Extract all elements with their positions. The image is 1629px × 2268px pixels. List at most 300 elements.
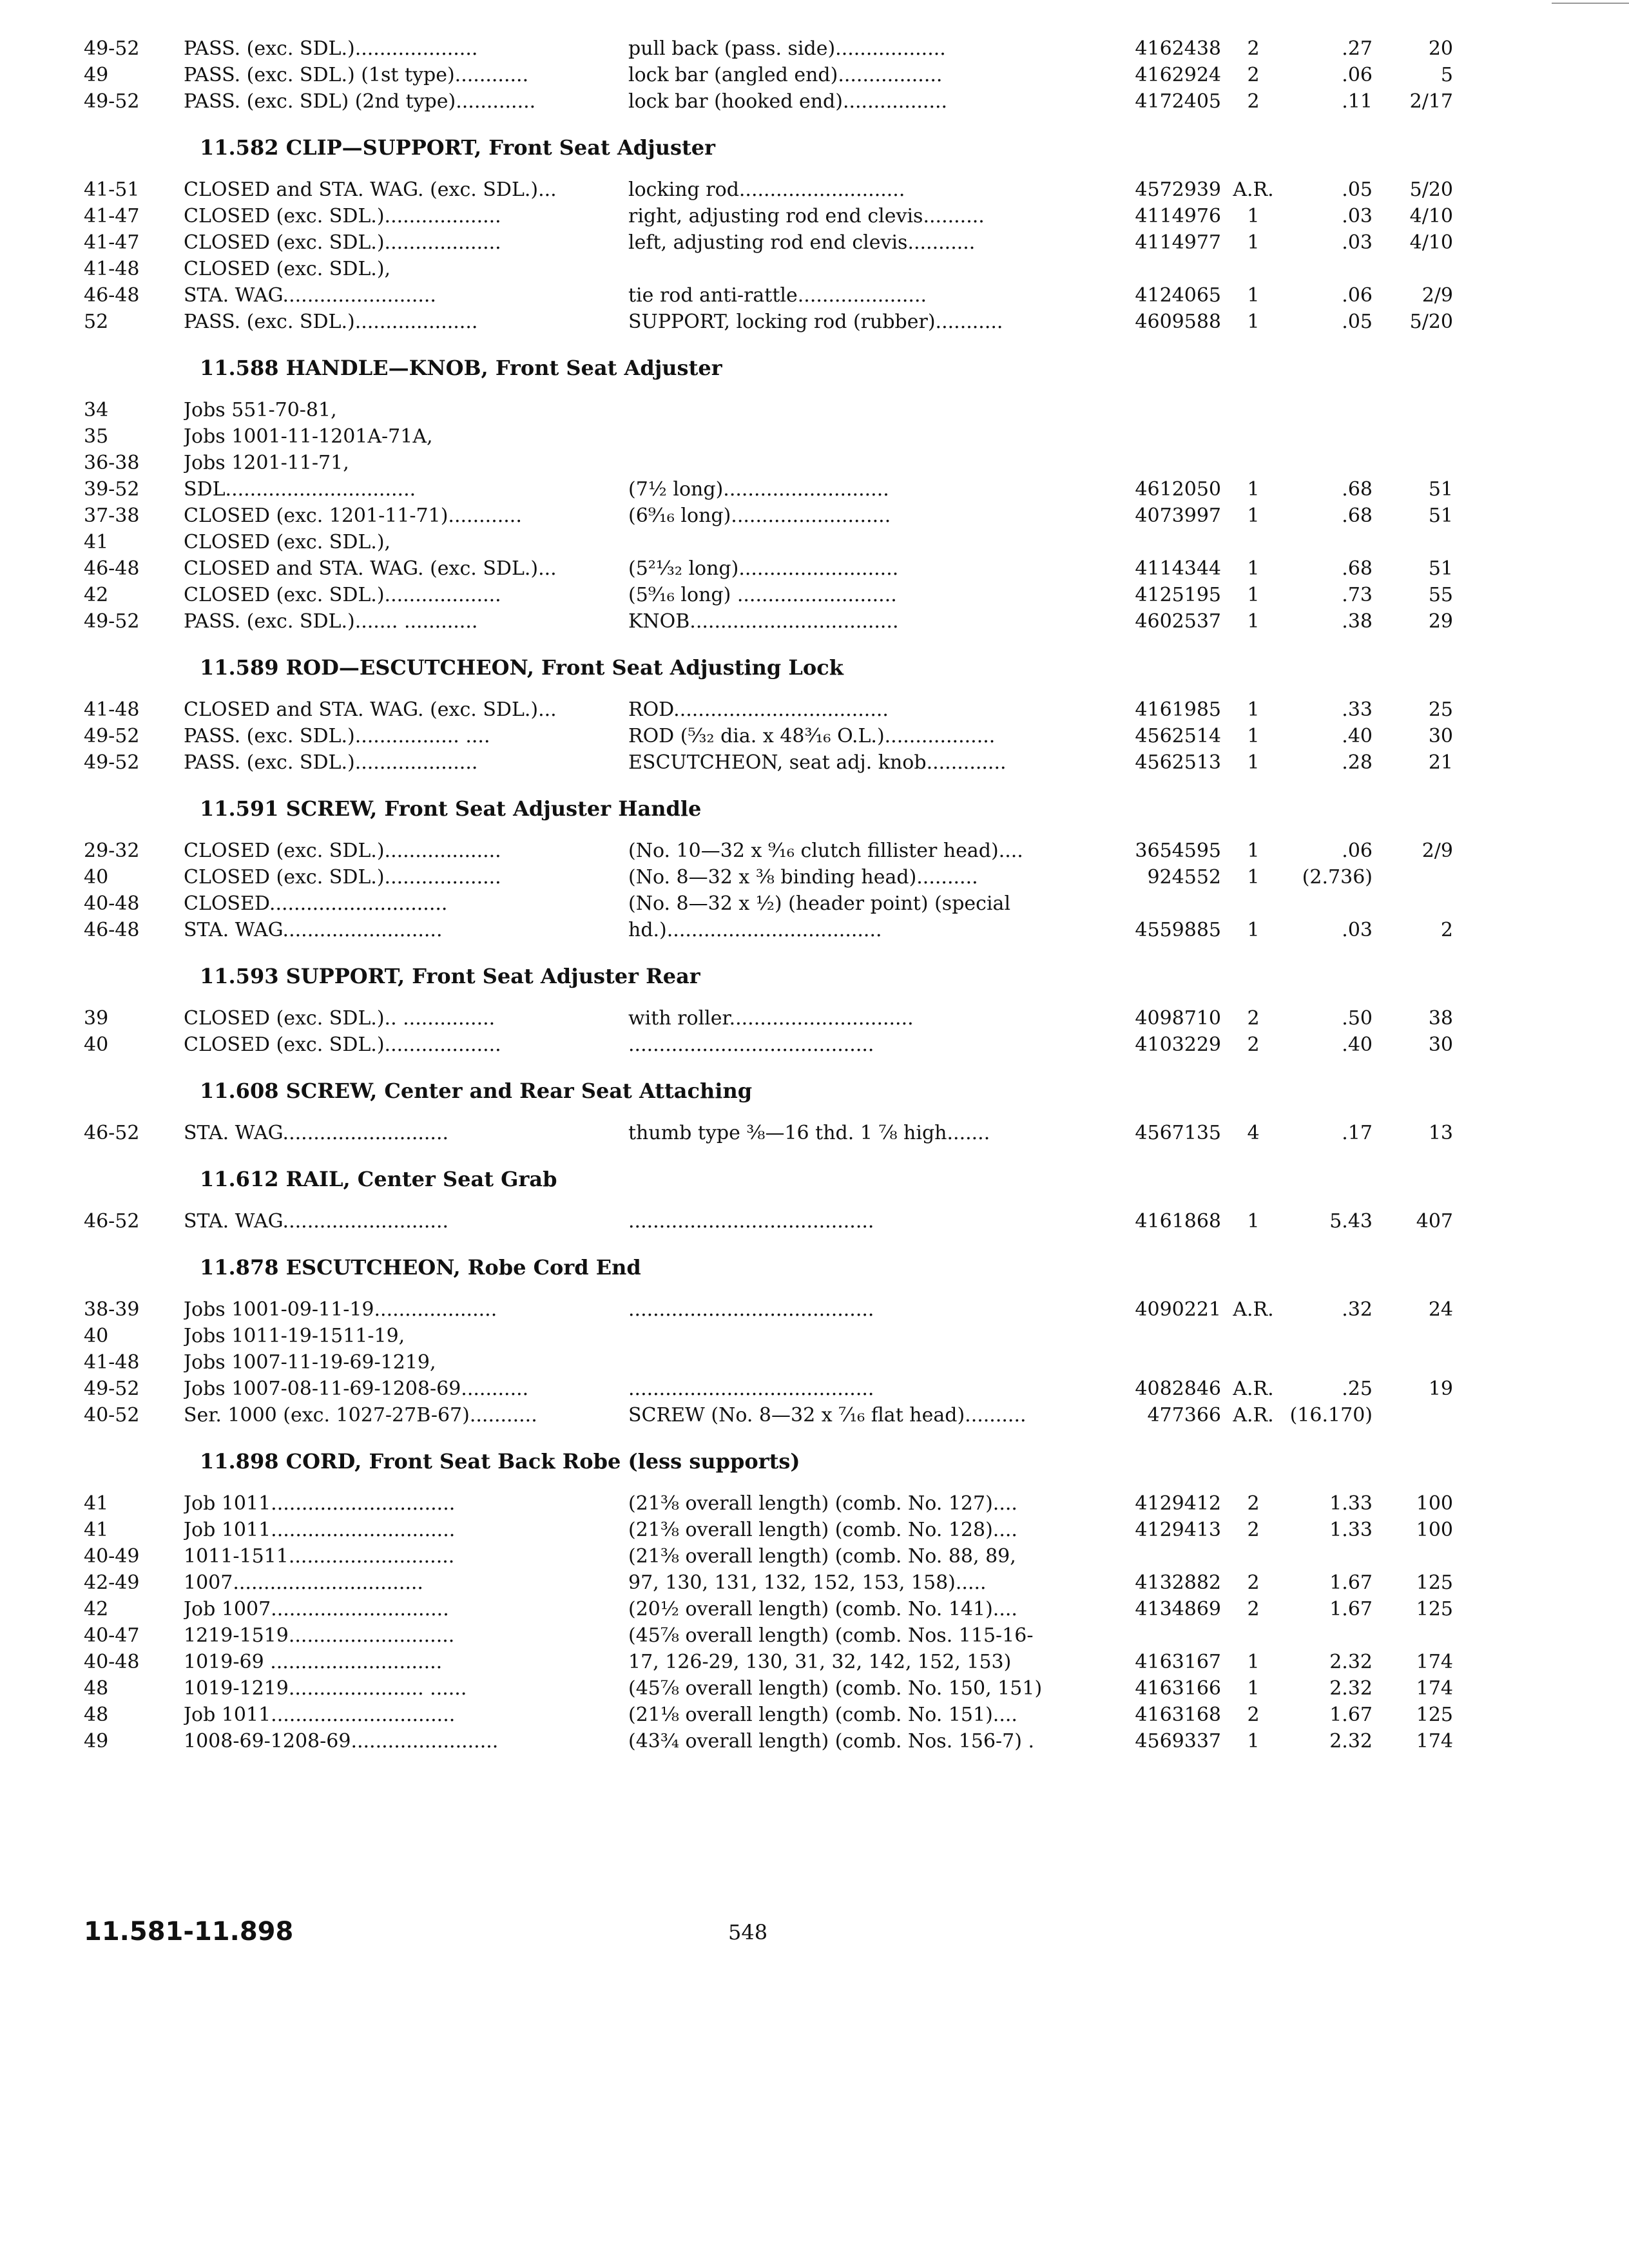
description-cell: lock bar (hooked end).................: [628, 90, 948, 113]
group-cell: 25: [1428, 698, 1453, 721]
quantity-cell: 1: [1247, 610, 1260, 633]
parts-row: [0, 397, 1629, 423]
years-cell: 41-47: [84, 231, 140, 254]
section-title: 11.593 SUPPORT, Front Seat Adjuster Rear: [200, 964, 700, 988]
description-cell: left, adjusting rod end clevis...........: [628, 231, 976, 254]
section-gap: [0, 994, 1629, 1005]
parts-row: [0, 1208, 1629, 1235]
group-cell: 174: [1416, 1677, 1453, 1700]
application-cell: SDL...............................: [184, 478, 416, 501]
group-cell: 30: [1428, 725, 1453, 747]
description-cell: (No. 8—32 x ½) (header point) (special: [628, 892, 1011, 915]
scan-edge-line: [1552, 3, 1629, 4]
parts-row: [0, 1376, 1629, 1402]
years-cell: 41-48: [84, 1351, 140, 1374]
application-cell: Jobs 551-70-81,: [184, 399, 337, 421]
application-cell: STA. WAG...........................: [184, 1122, 449, 1144]
part-number-cell: 4161868: [1135, 1210, 1221, 1233]
quantity-cell: 1: [1247, 725, 1260, 747]
price-cell: (16.170): [1289, 1404, 1373, 1427]
group-cell: 51: [1428, 557, 1453, 580]
application-cell: Job 1011..............................: [184, 1492, 456, 1515]
years-cell: 40: [84, 866, 109, 889]
quantity-cell: 1: [1247, 284, 1260, 307]
price-cell: .05: [1342, 178, 1373, 201]
application-cell: 1019-69 ............................: [184, 1651, 443, 1673]
parts-row: [0, 1323, 1629, 1349]
price-cell: .38: [1342, 610, 1373, 633]
group-cell: 29: [1428, 610, 1453, 633]
group-cell: 2/9: [1422, 840, 1453, 862]
application-cell: STA. WAG..........................: [184, 919, 443, 941]
part-number-cell: 4090221: [1135, 1298, 1221, 1321]
application-cell: Jobs 1007-08-11-69-1208-69...........: [184, 1378, 529, 1400]
application-cell: CLOSED (exc. SDL.)...................: [184, 840, 501, 862]
application-cell: PASS. (exc. SDL) (2nd type).............: [184, 90, 536, 113]
description-cell: 17, 126-29, 130, 31, 32, 142, 152, 153): [628, 1651, 1012, 1673]
part-number-cell: 4134869: [1135, 1598, 1221, 1620]
section-heading: [0, 335, 1629, 385]
parts-row: [0, 35, 1629, 62]
description-cell: (No. 10—32 x ⁹⁄₁₆ clutch fillister head)....: [628, 840, 1023, 862]
part-number-cell: 4562514: [1135, 725, 1221, 747]
application-cell: PASS. (exc. SDL.)....................: [184, 37, 478, 60]
description-cell: (45⅞ overall length) (comb. No. 150, 151): [628, 1677, 1043, 1700]
description-cell: (21⅜ overall length) (comb. No. 127)....: [628, 1492, 1017, 1515]
parts-row: [0, 1622, 1629, 1649]
application-cell: 1011-1511...........................: [184, 1545, 455, 1568]
group-cell: 100: [1416, 1492, 1453, 1515]
part-number-cell: 4129412: [1135, 1492, 1221, 1515]
section-gap: [0, 1196, 1629, 1208]
description-cell: ........................................: [628, 1033, 874, 1056]
section-gap: [0, 385, 1629, 397]
description-cell: right, adjusting rod end clevis..........: [628, 205, 985, 227]
part-number-cell: 4124065: [1135, 284, 1221, 307]
part-number-cell: 4162924: [1135, 64, 1221, 86]
quantity-cell: 1: [1247, 840, 1260, 862]
part-number-cell: 4602537: [1135, 610, 1221, 633]
application-cell: Job 1011..............................: [184, 1519, 456, 1541]
parts-row: [0, 582, 1629, 608]
quantity-cell: 2: [1247, 1007, 1260, 1030]
application-cell: CLOSED.............................: [184, 892, 448, 915]
price-cell: 1.67: [1329, 1704, 1373, 1726]
application-cell: PASS. (exc. SDL.)....... ............: [184, 610, 478, 633]
price-cell: 2.32: [1329, 1651, 1373, 1673]
section-title: 11.588 HANDLE—KNOB, Front Seat Adjuster: [200, 356, 722, 380]
section-heading: [0, 115, 1629, 165]
section-gap: [0, 1285, 1629, 1296]
years-cell: 46-48: [84, 557, 140, 580]
quantity-cell: 2: [1247, 1704, 1260, 1726]
group-cell: 38: [1428, 1007, 1453, 1030]
years-cell: 49: [84, 64, 109, 86]
parts-row: [0, 749, 1629, 776]
quantity-cell: 1: [1247, 1210, 1260, 1233]
group-cell: 2: [1440, 919, 1453, 941]
section-title: 11.582 CLIP—SUPPORT, Front Seat Adjuster: [200, 135, 715, 160]
price-cell: 2.32: [1329, 1677, 1373, 1700]
years-cell: 46-52: [84, 1210, 140, 1233]
price-cell: .40: [1342, 725, 1373, 747]
section-title: 11.612 RAIL, Center Seat Grab: [200, 1167, 557, 1191]
group-cell: 2/9: [1422, 284, 1453, 307]
years-cell: 49-52: [84, 90, 140, 113]
application-cell: CLOSED and STA. WAG. (exc. SDL.)...: [184, 557, 557, 580]
years-cell: 49-52: [84, 725, 140, 747]
application-cell: CLOSED (exc. SDL.)...................: [184, 866, 501, 889]
price-cell: .28: [1342, 751, 1373, 774]
years-cell: 34: [84, 399, 109, 421]
part-number-cell: 4161985: [1135, 698, 1221, 721]
years-cell: 49-52: [84, 37, 140, 60]
application-cell: PASS. (exc. SDL.)....................: [184, 751, 478, 774]
description-cell: KNOB..................................: [628, 610, 899, 633]
quantity-cell: 1: [1247, 698, 1260, 721]
parts-row: [0, 1675, 1629, 1702]
years-cell: 37-38: [84, 505, 140, 527]
years-cell: 40-52: [84, 1404, 140, 1427]
part-number-cell: 4114344: [1135, 557, 1221, 580]
part-number-cell: 4098710: [1135, 1007, 1221, 1030]
years-cell: 38-39: [84, 1298, 140, 1321]
years-cell: 48: [84, 1704, 109, 1726]
quantity-cell: 1: [1247, 505, 1260, 527]
parts-row: [0, 1649, 1629, 1675]
parts-row: [0, 476, 1629, 503]
years-cell: 40: [84, 1325, 109, 1347]
parts-row: [0, 1402, 1629, 1428]
parts-row: [0, 229, 1629, 256]
description-cell: (45⅞ overall length) (comb. Nos. 115-16-: [628, 1624, 1034, 1647]
years-cell: 41: [84, 1519, 109, 1541]
parts-row: [0, 177, 1629, 203]
section-heading: [0, 1146, 1629, 1196]
description-cell: (6⁹⁄₁₆ long)..........................: [628, 505, 891, 527]
part-number-cell: 4609588: [1135, 311, 1221, 333]
quantity-cell: 2: [1247, 1033, 1260, 1056]
application-cell: Jobs 1011-19-1511-19,: [184, 1325, 405, 1347]
description-cell: 97, 130, 131, 132, 152, 153, 158).....: [628, 1571, 987, 1594]
part-number-cell: 4559885: [1135, 919, 1221, 941]
application-cell: Jobs 1001-09-11-19....................: [184, 1298, 497, 1321]
years-cell: 35: [84, 425, 109, 448]
application-cell: CLOSED (exc. SDL.),: [184, 258, 391, 280]
group-cell: 21: [1428, 751, 1453, 774]
description-cell: (7½ long)...........................: [628, 478, 889, 501]
years-cell: 39-52: [84, 478, 140, 501]
group-cell: 51: [1428, 478, 1453, 501]
section-title: 11.898 CORD, Front Seat Back Robe (less supports): [200, 1449, 800, 1474]
parts-row: [0, 890, 1629, 917]
page-number: 548: [728, 1920, 768, 1945]
description-cell: hd.)...................................: [628, 919, 882, 941]
parts-row: [0, 608, 1629, 635]
parts-row: [0, 62, 1629, 88]
group-cell: 174: [1416, 1651, 1453, 1673]
parts-row: [0, 309, 1629, 335]
years-cell: 46-48: [84, 284, 140, 307]
part-number-cell: 477366: [1147, 1404, 1221, 1427]
parts-row: [0, 1490, 1629, 1517]
years-cell: 40-49: [84, 1545, 140, 1568]
parts-row: [0, 1296, 1629, 1323]
group-cell: 30: [1428, 1033, 1453, 1056]
years-cell: 41: [84, 531, 109, 553]
price-cell: .50: [1342, 1007, 1373, 1030]
group-cell: 20: [1428, 37, 1453, 60]
price-cell: .68: [1342, 478, 1373, 501]
parts-row: [0, 256, 1629, 282]
group-cell: 5/20: [1409, 178, 1453, 201]
group-cell: 5/20: [1409, 311, 1453, 333]
parts-row: [0, 917, 1629, 943]
description-cell: (20½ overall length) (comb. No. 141)....: [628, 1598, 1017, 1620]
price-cell: .25: [1342, 1378, 1373, 1400]
part-number-cell: 4103229: [1135, 1033, 1221, 1056]
parts-row: [0, 1570, 1629, 1596]
description-cell: ROD (⁵⁄₃₂ dia. x 48³⁄₁₆ O.L.)..................: [628, 725, 996, 747]
price-cell: .06: [1342, 840, 1373, 862]
description-cell: (21⅜ overall length) (comb. No. 128)....: [628, 1519, 1017, 1541]
group-cell: 5: [1440, 64, 1453, 86]
parts-list: [0, 35, 1629, 1754]
price-cell: 1.33: [1329, 1492, 1373, 1515]
group-cell: 13: [1428, 1122, 1453, 1144]
years-cell: 42: [84, 1598, 109, 1620]
price-cell: .68: [1342, 505, 1373, 527]
group-cell: 100: [1416, 1519, 1453, 1541]
price-cell: .32: [1342, 1298, 1373, 1321]
years-cell: 49-52: [84, 1378, 140, 1400]
quantity-cell: 2: [1247, 64, 1260, 86]
section-title: 11.878 ESCUTCHEON, Robe Cord End: [200, 1255, 641, 1280]
part-number-cell: 4163168: [1135, 1704, 1221, 1726]
group-cell: 2/17: [1409, 90, 1453, 113]
section-title: 11.608 SCREW, Center and Rear Seat Attaching: [200, 1079, 753, 1103]
part-number-cell: 4162438: [1135, 37, 1221, 60]
part-number-cell: 4612050: [1135, 478, 1221, 501]
quantity-cell: 2: [1247, 1519, 1260, 1541]
description-cell: ROD...................................: [628, 698, 889, 721]
description-cell: with roller..............................: [628, 1007, 914, 1030]
years-cell: 41-47: [84, 205, 140, 227]
years-cell: 48: [84, 1677, 109, 1700]
group-cell: 24: [1428, 1298, 1453, 1321]
description-cell: tie rod anti-rattle.....................: [628, 284, 927, 307]
application-cell: PASS. (exc. SDL.)....................: [184, 311, 478, 333]
parts-row: [0, 838, 1629, 864]
section-heading: [0, 943, 1629, 994]
application-cell: STA. WAG.........................: [184, 284, 436, 307]
parts-row: [0, 1120, 1629, 1146]
price-cell: .03: [1342, 919, 1373, 941]
description-cell: SUPPORT, locking rod (rubber)...........: [628, 311, 1003, 333]
years-cell: 49-52: [84, 610, 140, 633]
quantity-cell: A.R.: [1233, 1298, 1274, 1321]
quantity-cell: 1: [1247, 1651, 1260, 1673]
description-cell: (5⁹⁄₁₆ long) ..........................: [628, 584, 897, 606]
parts-row: [0, 423, 1629, 450]
price-cell: .73: [1342, 584, 1373, 606]
quantity-cell: A.R.: [1233, 1378, 1274, 1400]
years-cell: 41-51: [84, 178, 140, 201]
price-cell: .11: [1342, 90, 1373, 113]
parts-row: [0, 529, 1629, 555]
description-cell: ........................................: [628, 1378, 874, 1400]
group-cell: 4/10: [1409, 205, 1453, 227]
parts-row: [0, 864, 1629, 890]
price-cell: .05: [1342, 311, 1373, 333]
application-cell: STA. WAG...........................: [184, 1210, 449, 1233]
description-cell: ........................................: [628, 1210, 874, 1233]
application-cell: CLOSED (exc. SDL.)...................: [184, 584, 501, 606]
quantity-cell: 1: [1247, 205, 1260, 227]
application-cell: Job 1007.............................: [184, 1598, 449, 1620]
price-cell: .27: [1342, 37, 1373, 60]
description-cell: (21⅛ overall length) (comb. No. 151)....: [628, 1704, 1017, 1726]
section-heading: [0, 1235, 1629, 1285]
parts-row: [0, 450, 1629, 476]
quantity-cell: 4: [1247, 1122, 1260, 1144]
part-number-cell: 4114977: [1135, 231, 1221, 254]
parts-row: [0, 1728, 1629, 1754]
part-number-cell: 4114976: [1135, 205, 1221, 227]
section-heading: [0, 635, 1629, 685]
part-number-cell: 4082846: [1135, 1378, 1221, 1400]
part-number-cell: 4129413: [1135, 1519, 1221, 1541]
section-heading: [0, 776, 1629, 826]
parts-row: [0, 1702, 1629, 1728]
years-cell: 41: [84, 1492, 109, 1515]
application-cell: CLOSED (exc. SDL.)...................: [184, 1033, 501, 1056]
parts-row: [0, 1596, 1629, 1622]
application-cell: Jobs 1001-11-1201A-71A,: [184, 425, 433, 448]
application-cell: Job 1011..............................: [184, 1704, 456, 1726]
description-cell: ESCUTCHEON, seat adj. knob.............: [628, 751, 1007, 774]
price-cell: .40: [1342, 1033, 1373, 1056]
description-cell: pull back (pass. side)..................: [628, 37, 946, 60]
price-cell: 1.33: [1329, 1519, 1373, 1541]
application-cell: CLOSED (exc. 1201-11-71)............: [184, 505, 522, 527]
application-cell: PASS. (exc. SDL.)................. ....: [184, 725, 490, 747]
section-gap: [0, 826, 1629, 838]
description-cell: (21⅜ overall length) (comb. No. 88, 89,: [628, 1545, 1016, 1568]
years-cell: 41-48: [84, 698, 140, 721]
years-cell: 40: [84, 1033, 109, 1056]
quantity-cell: 1: [1247, 1677, 1260, 1700]
years-cell: 40-48: [84, 892, 140, 915]
application-cell: 1007...............................: [184, 1571, 423, 1594]
part-number-cell: 4163167: [1135, 1651, 1221, 1673]
price-cell: 1.67: [1329, 1598, 1373, 1620]
price-cell: .03: [1342, 231, 1373, 254]
section-gap: [0, 165, 1629, 177]
price-cell: .68: [1342, 557, 1373, 580]
parts-row: [0, 1543, 1629, 1570]
application-cell: CLOSED (exc. SDL.)...................: [184, 231, 501, 254]
quantity-cell: 2: [1247, 37, 1260, 60]
part-number-cell: 4132882: [1135, 1571, 1221, 1594]
quantity-cell: 2: [1247, 1492, 1260, 1515]
price-cell: 5.43: [1329, 1210, 1373, 1233]
years-cell: 29-32: [84, 840, 140, 862]
group-cell: 407: [1416, 1210, 1453, 1233]
quantity-cell: 1: [1247, 584, 1260, 606]
years-cell: 39: [84, 1007, 109, 1030]
part-number-cell: 3654595: [1135, 840, 1221, 862]
part-number-cell: 4172405: [1135, 90, 1221, 113]
price-cell: .33: [1342, 698, 1373, 721]
part-number-cell: 4125195: [1135, 584, 1221, 606]
price-cell: .06: [1342, 64, 1373, 86]
description-cell: thumb type ⅜—16 thd. 1 ⅞ high.......: [628, 1122, 990, 1144]
parts-row: [0, 1349, 1629, 1376]
parts-row: [0, 1517, 1629, 1543]
group-cell: 125: [1416, 1704, 1453, 1726]
part-number-cell: 4569337: [1135, 1730, 1221, 1753]
part-number-cell: 4073997: [1135, 505, 1221, 527]
parts-row: [0, 1005, 1629, 1032]
description-cell: locking rod...........................: [628, 178, 905, 201]
section-title: 11.589 ROD—ESCUTCHEON, Front Seat Adjusting Lock: [200, 655, 843, 680]
years-cell: 40-48: [84, 1651, 140, 1673]
application-cell: Jobs 1201-11-71,: [184, 452, 349, 474]
years-cell: 49: [84, 1730, 109, 1753]
years-cell: 41-48: [84, 258, 140, 280]
application-cell: CLOSED (exc. SDL.)...................: [184, 205, 501, 227]
footer-section-range: 11.581-11.898: [84, 1917, 294, 1946]
section-gap: [0, 685, 1629, 697]
group-cell: 174: [1416, 1730, 1453, 1753]
quantity-cell: 1: [1247, 231, 1260, 254]
quantity-cell: 1: [1247, 557, 1260, 580]
part-number-cell: 4163166: [1135, 1677, 1221, 1700]
years-cell: 42: [84, 584, 109, 606]
quantity-cell: 1: [1247, 866, 1260, 889]
application-cell: 1219-1519...........................: [184, 1624, 455, 1647]
description-cell: lock bar (angled end).................: [628, 64, 943, 86]
quantity-cell: A.R.: [1233, 1404, 1274, 1427]
part-number-cell: 4572939: [1135, 178, 1221, 201]
description-cell: SCREW (No. 8—32 x ⁷⁄₁₆ flat head)..........: [628, 1404, 1027, 1427]
section-heading: [0, 1058, 1629, 1108]
parts-row: [0, 555, 1629, 582]
group-cell: 51: [1428, 505, 1453, 527]
parts-row: [0, 88, 1629, 115]
application-cell: CLOSED (exc. SDL.).. ...............: [184, 1007, 496, 1030]
quantity-cell: 1: [1247, 478, 1260, 501]
years-cell: 52: [84, 311, 109, 333]
years-cell: 40-47: [84, 1624, 140, 1647]
years-cell: 49-52: [84, 751, 140, 774]
quantity-cell: 1: [1247, 1730, 1260, 1753]
quantity-cell: 2: [1247, 1598, 1260, 1620]
application-cell: 1008-69-1208-69........................: [184, 1730, 499, 1753]
description-cell: (43¾ overall length) (comb. Nos. 156-7) .: [628, 1730, 1035, 1753]
group-cell: 125: [1416, 1598, 1453, 1620]
parts-row: [0, 282, 1629, 309]
application-cell: Ser. 1000 (exc. 1027-27B-67)...........: [184, 1404, 537, 1427]
description-cell: ........................................: [628, 1298, 874, 1321]
parts-row: [0, 723, 1629, 749]
quantity-cell: 2: [1247, 90, 1260, 113]
price-cell: (2.736): [1302, 866, 1373, 889]
part-number-cell: 4567135: [1135, 1122, 1221, 1144]
section-heading: [0, 1428, 1629, 1479]
application-cell: CLOSED (exc. SDL.),: [184, 531, 391, 553]
